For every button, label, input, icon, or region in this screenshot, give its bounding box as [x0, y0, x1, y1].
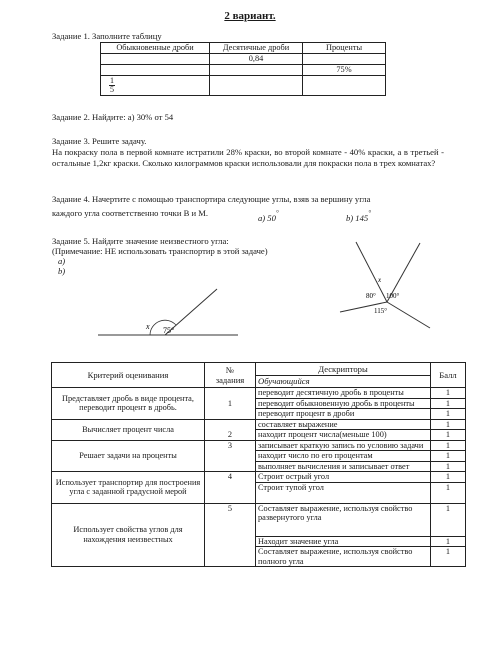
descriptor-cell: Строит острый угол: [256, 472, 431, 483]
task5-line1: Задание 5. Найдите значение неизвестного угла:: [52, 236, 229, 246]
fraction-denominator: 5: [110, 84, 114, 94]
unknown-angle-x: x: [146, 322, 150, 331]
task-number-cell: 5: [205, 503, 256, 567]
descriptor-cell: записывает краткую запись по условию задачи: [256, 440, 431, 451]
task-number-cell: 4: [205, 472, 256, 504]
task5-part-a: а): [58, 256, 66, 266]
score-cell: 1: [431, 461, 466, 472]
figure-full-angle: [340, 242, 430, 328]
header-learner: Обучающийся: [256, 375, 431, 388]
rubric-table: [51, 362, 466, 567]
header-task-number: [205, 363, 256, 388]
header-descriptors: Дескрипторы: [256, 363, 431, 376]
task3-label: Задание 3. Решите задачу.: [52, 136, 147, 146]
task-number-cell: 1: [205, 388, 256, 420]
score-cell: 1: [431, 388, 466, 399]
task4-line2: каждого угла соответственно точки В и М.: [52, 208, 209, 218]
descriptor-cell: составляет выражение: [256, 419, 431, 430]
rubric-row: [52, 419, 466, 430]
header-criterion: Критерий оценивания: [52, 363, 205, 388]
cell-percent-value: 75%: [303, 65, 386, 76]
header-percents: Проценты: [303, 43, 386, 54]
score-cell: 1: [431, 440, 466, 451]
score-cell: 1: [431, 547, 466, 567]
task4-angle-a-value: а) 50: [258, 213, 276, 223]
degree-sign: °: [275, 209, 279, 217]
angle-100-label: 100°: [386, 292, 400, 300]
task2-text: Задание 2. Найдите: а) 30% от 54: [52, 112, 174, 122]
descriptor-cell: Строит тупой угол: [256, 482, 431, 503]
criterion-cell: Представляет дробь в виде процента, переводит процент в дробь.: [52, 388, 205, 420]
descriptor-cell: Составляет выражение, используя свойство развернутого угла: [256, 503, 431, 536]
rubric-row: [52, 503, 466, 536]
descriptor-cell: Находит значение угла: [256, 536, 431, 547]
descriptor-cell: находит процент числа(меньше 100): [256, 430, 431, 441]
criterion-cell: Использует транспортир для построения угла с заданной градусной мерой: [52, 472, 205, 504]
rubric-row: [52, 472, 466, 483]
ray-4: [387, 302, 430, 328]
score-cell: 1: [431, 482, 466, 503]
criterion-cell: Использует свойства углов для нахождения неизвестных: [52, 503, 205, 567]
angle-80-label: 80°: [366, 292, 376, 300]
score-cell: 1: [431, 419, 466, 430]
descriptor-cell: Составляет выражение, используя свойство полного угла: [256, 547, 431, 567]
task4-angle-b-value: b) 145: [346, 213, 369, 223]
header-task-word: задания: [215, 375, 245, 385]
score-cell: 1: [431, 451, 466, 462]
header-common-fractions: Обыкновенные дроби: [101, 43, 210, 54]
header-score: Балл: [431, 363, 466, 388]
descriptor-cell: переводит десятичную дробь в проценты: [256, 388, 431, 399]
header-number-sign: №: [225, 365, 235, 375]
task1-label: Задание 1. Заполните таблицу: [52, 31, 162, 41]
task4-line1: Задание 4. Начертите с помощью транспортира следующие углы, взяв за вершину угла: [52, 194, 371, 204]
header-decimal-fractions: Десятичные дроби: [210, 43, 303, 54]
variant-title: 2 вариант.: [224, 10, 276, 22]
angle-115-label: 115°: [374, 307, 388, 315]
score-cell: 1: [431, 430, 466, 441]
descriptor-cell: переводит процент в дроби: [256, 409, 431, 420]
criterion-cell: Вычисляет процент числа: [52, 419, 205, 440]
task3-text: На покраску пола в первой комнате истратили 28% краски, во второй комнате - 40% краски, а в третьей - остальные 1,2кг краски. Сколько килограммов краски использовали для покраски пола в трех комнатах?: [52, 147, 444, 168]
unknown-angle-x: x: [378, 276, 382, 284]
task-number-cell: 3: [205, 440, 256, 472]
criterion-cell: Решает задачи на проценты: [52, 440, 205, 472]
degree-sign: °: [368, 209, 372, 217]
fraction-numerator: 1: [110, 75, 114, 85]
descriptor-cell: находит число по его процентам: [256, 451, 431, 462]
descriptor-cell: переводит обыкновенную дробь в проценты: [256, 398, 431, 409]
score-cell: 1: [431, 409, 466, 420]
score-cell: 1: [431, 503, 466, 536]
figure-straight-angle: [98, 289, 238, 335]
task5-line2: (Примечание: НЕ использовать транспортир в этой задаче): [52, 246, 268, 256]
score-cell: 1: [431, 472, 466, 483]
score-cell: 1: [431, 398, 466, 409]
score-cell: 1: [431, 536, 466, 547]
rubric-row: [52, 388, 466, 399]
task-number-cell: 2: [205, 419, 256, 440]
angle-75-label: 75°: [163, 326, 175, 335]
task5-part-b: b): [58, 266, 66, 276]
descriptor-cell: выполняет вычисления и записывает ответ: [256, 461, 431, 472]
rubric-row: [52, 440, 466, 451]
cell-decimal-value: 0,84: [210, 54, 303, 65]
rubric-header-row-1: [52, 363, 466, 376]
